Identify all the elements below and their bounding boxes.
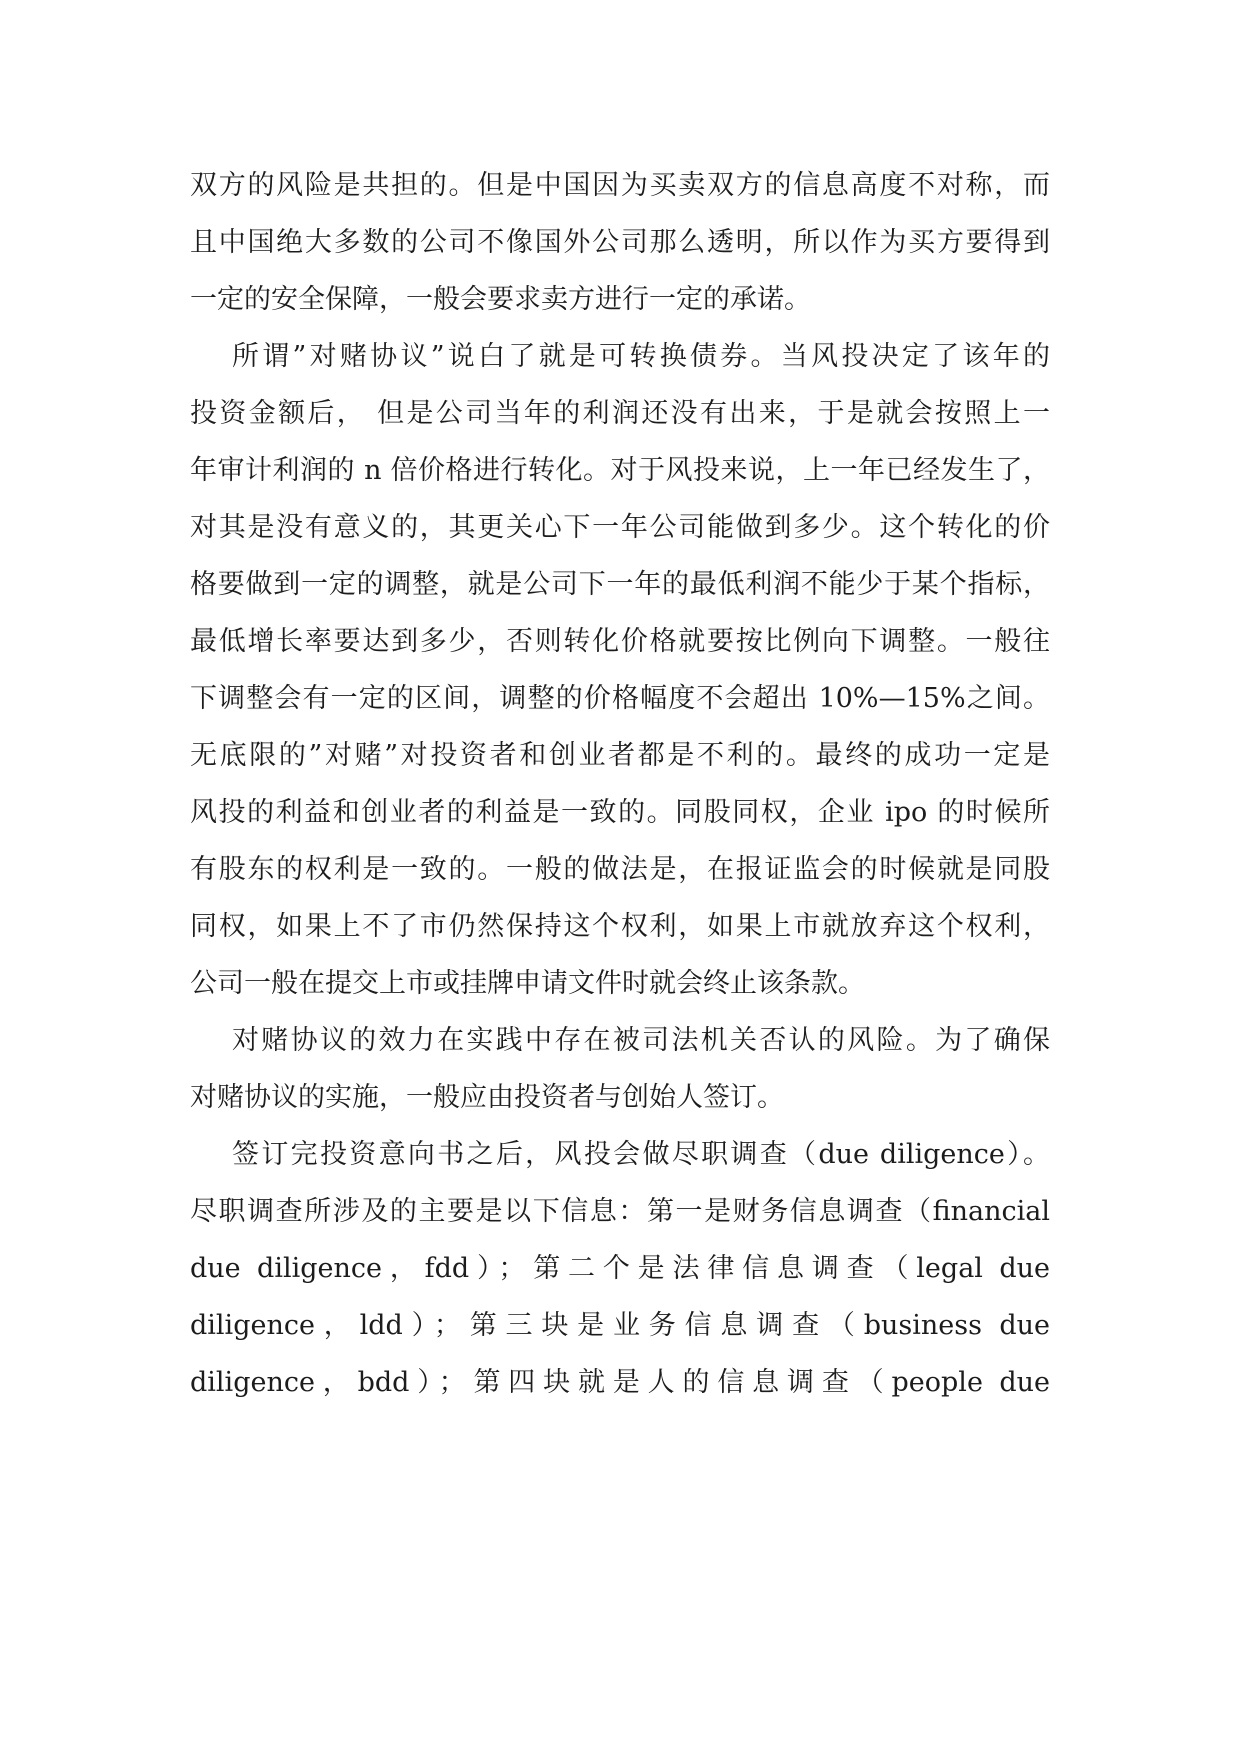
text-line: 风投的利益和创业者的利益是一致的。同股同权，企业 ipo 的时候所 [190, 797, 1050, 828]
text-line: diligence，bdd）；第四块就是人的信息调查（people due [190, 1367, 1050, 1398]
text-line: 格要做到一定的调整，就是公司下一年的最低利润不能少于某个指标， [190, 569, 1050, 600]
text-line: 对其是没有意义的，其更关心下一年公司能做到多少。这个转化的价 [190, 512, 1050, 543]
text-line: 年审计利润的 n 倍价格进行转化。对于风投来说，上一年已经发生了， [190, 455, 1050, 486]
text-line: 双方的风险是共担的。但是中国因为买卖双方的信息高度不对称，而 [190, 170, 1050, 201]
text-line: 且中国绝大多数的公司不像国外公司那么透明，所以作为买方要得到 [190, 227, 1050, 258]
text-line: 最低增长率要达到多少，否则转化价格就要按比例向下调整。一般往 [190, 626, 1050, 657]
text-line: 投资金额后， 但是公司当年的利润还没有出来，于是就会按照上一 [190, 398, 1050, 429]
paragraph-first-line: 所谓”对赌协议”说白了就是可转换债券。当风投决定了该年的 [232, 341, 1050, 372]
text-line: 有股东的权利是一致的。一般的做法是，在报证监会的时候就是同股 [190, 854, 1050, 885]
paragraph-first-line: 签订完投资意向书之后，风投会做尽职调查（due diligence）。 [232, 1139, 1050, 1170]
text-line: 一定的安全保障，一般会要求卖方进行一定的承诺。 [190, 284, 811, 315]
text-line: 无底限的”对赌”对投资者和创业者都是不利的。最终的成功一定是 [190, 740, 1050, 771]
text-line: 尽职调查所涉及的主要是以下信息：第一是财务信息调查（financial [190, 1196, 1050, 1227]
text-line: 对赌协议的实施，一般应由投资者与创始人签订。 [190, 1082, 784, 1113]
paragraph-first-line: 对赌协议的效力在实践中存在被司法机关否认的风险。为了确保 [232, 1025, 1050, 1056]
text-line: due diligence，fdd）；第二个是法律信息调查（legal due [190, 1253, 1050, 1284]
text-line: diligence，ldd）；第三块是业务信息调查（business due [190, 1310, 1050, 1341]
text-line: 公司一般在提交上市或挂牌申请文件时就会终止该条款。 [190, 968, 865, 999]
text-line: 下调整会有一定的区间，调整的价格幅度不会超出 10%—15%之间。 [190, 683, 1050, 714]
text-line: 同权，如果上不了市仍然保持这个权利，如果上市就放弃这个权利， [190, 911, 1050, 942]
